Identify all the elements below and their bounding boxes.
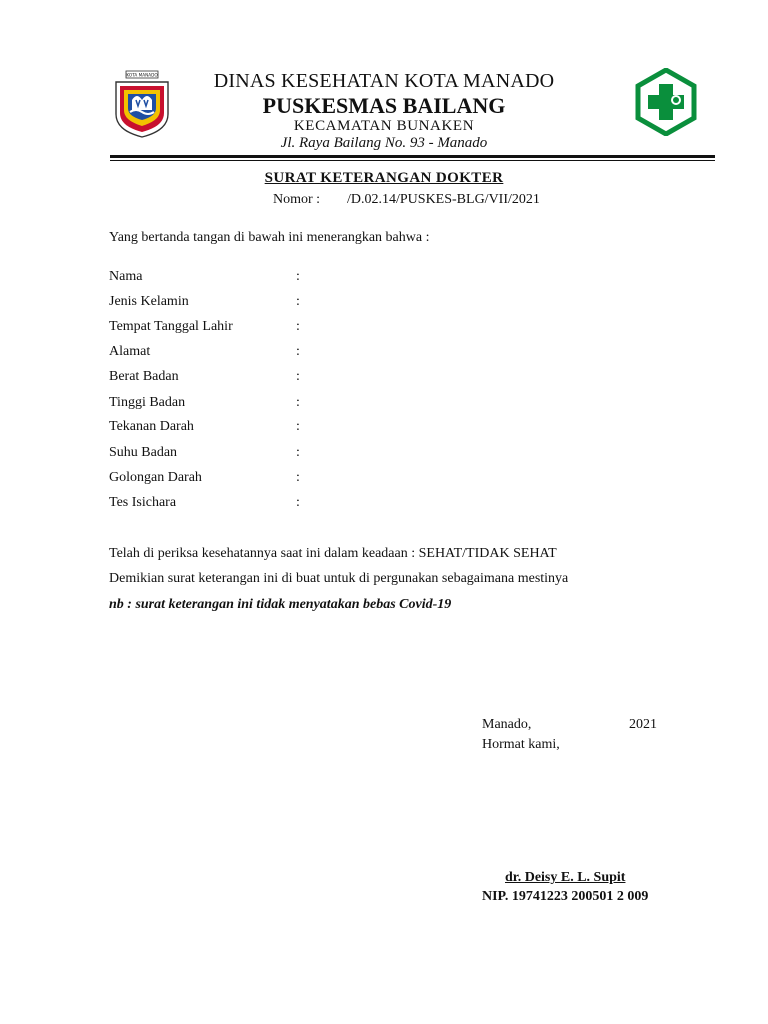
- field-label-alamat: Alamat: [109, 344, 151, 359]
- puskesmas-name: PUSKESMAS BAILANG: [262, 93, 506, 118]
- purpose-statement: Demikian surat keterangan ini di buat untuk di pergunakan sebagaimana mestinya: [109, 571, 569, 586]
- agency-name: DINAS KESEHATAN KOTA MANADO: [213, 70, 555, 92]
- field-label-tes-isichara: Tes Isichara: [109, 495, 177, 510]
- intro-text: Yang bertanda tangan di bawah ini menerangkan bahwa :: [109, 230, 430, 245]
- field-label-berat-badan: Berat Badan: [109, 369, 179, 384]
- field-colon: :: [296, 395, 300, 410]
- address-line: Jl. Raya Bailang No. 93 - Manado: [280, 135, 488, 151]
- field-colon: :: [296, 369, 300, 384]
- signature-year: 2021: [629, 717, 657, 732]
- header-divider-thick: [110, 155, 715, 158]
- field-colon: :: [296, 344, 300, 359]
- field-colon: :: [296, 269, 300, 284]
- field-colon: :: [296, 294, 300, 309]
- signature-place: Manado,: [482, 717, 532, 732]
- field-label-golongan-darah: Golongan Darah: [109, 470, 202, 485]
- health-statement: Telah di periksa kesehatannya saat ini dalam keadaan : SEHAT/TIDAK SEHAT: [109, 546, 557, 561]
- field-label-jenis-kelamin: Jenis Kelamin: [109, 294, 189, 309]
- signer-name: dr. Deisy E. L. Supit: [505, 870, 626, 885]
- header-divider-thin: [110, 160, 715, 161]
- signer-nip: NIP. 19741223 200501 2 009: [482, 889, 649, 904]
- field-label-nama: Nama: [109, 269, 143, 284]
- field-label-tinggi-badan: Tinggi Badan: [109, 395, 186, 410]
- field-colon: :: [296, 419, 300, 434]
- signature-regards: Hormat kami,: [482, 737, 560, 752]
- nomor-label: Nomor :: [273, 192, 321, 207]
- field-colon: :: [296, 445, 300, 460]
- crest-caption: KOTA MANADO: [126, 72, 158, 78]
- field-label-suhu-badan: Suhu Badan: [109, 445, 178, 460]
- field-label-tempat-tanggal-lahir: Tempat Tanggal Lahir: [109, 319, 233, 334]
- field-colon: :: [296, 495, 300, 510]
- kecamatan-name: KECAMATAN BUNAKEN: [293, 118, 475, 134]
- covid-note: nb : surat keterangan ini tidak menyatakan bebas Covid-19: [109, 597, 452, 612]
- field-colon: :: [296, 470, 300, 485]
- field-label-tekanan-darah: Tekanan Darah: [109, 419, 194, 434]
- field-colon: :: [296, 319, 300, 334]
- document-title: SURAT KETERANGAN DOKTER: [264, 170, 504, 186]
- nomor-value: /D.02.14/PUSKES-BLG/VII/2021: [347, 192, 540, 207]
